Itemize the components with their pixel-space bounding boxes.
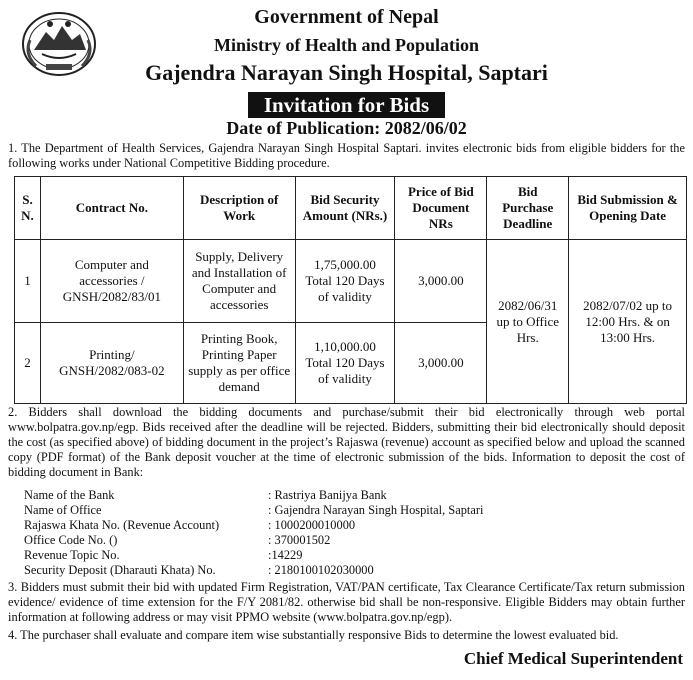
paragraph-1: 1. The Department of Health Services, Gajendra Narayan Singh Hospital Saptari. invites electronic bids from eligible bidders for the following works under National Competitive Bidding procedure. [8, 141, 685, 170]
paragraph-4: 4. The purchaser shall evaluate and compare item wise substantially responsive Bids to determine the lowest evaluated bid. [8, 628, 619, 642]
header-deadline: Bid Purchase Deadline [487, 177, 569, 240]
bank-label: Revenue Topic No. [24, 548, 120, 562]
table-header-row [15, 177, 687, 240]
bank-label: Office Code No. () [24, 533, 118, 547]
cell-contract: Computer and accessories / GNSH/2082/83/01 [40, 240, 183, 323]
cell-price: 3,000.00 [395, 240, 487, 323]
cell-security: 1,75,000.00 Total 120 Days of validity [295, 240, 395, 323]
publication-date: Date of Publication: 2082/06/02 [226, 118, 467, 138]
bank-row [24, 533, 483, 548]
header-desc: Description of Work [183, 177, 295, 240]
header-ministry: Ministry of Health and Population [213, 35, 480, 55]
cell-desc: Supply, Delivery and Installation of Computer and accessories [183, 240, 295, 323]
bank-value: : Rastriya Banijya Bank [268, 488, 387, 502]
bank-row [24, 518, 483, 533]
page-title: Invitation for Bids [248, 92, 445, 118]
bank-value: : 1000200010000 [268, 518, 356, 532]
bank-value: : 2180100102030000 [268, 563, 374, 577]
header-contract: Contract No. [40, 177, 183, 240]
bank-label: Security Deposit (Dharauti Khata) No. [24, 563, 216, 577]
header-submission: Bid Submission & Opening Date [569, 177, 687, 240]
bank-label: Rajaswa Khata No. (Revenue Account) [24, 518, 220, 532]
cell-desc: Printing Book, Printing Paper supply as per office demand [183, 323, 295, 404]
bank-label: Name of the Bank [24, 488, 115, 502]
signature: Chief Medical Superintendent [463, 649, 683, 668]
paragraph-2: 2. Bidders shall download the bidding documents and purchase/submit their bid electronically through web portal www.bolpatra.gov.np/egp. Bids received after the deadline will be rejected. Bidders, submitting their bid electronically should deposit the cost (as specified above) of bidding document in the project’s Rajaswa (revenue) account as specified below and upload the scanned copy (PDF format) of the Bank deposit voucher at the time of electronic submission of the bids. Information to deposit the cost of bidding document in Bank: [8, 405, 685, 479]
cell-price: 3,000.00 [395, 323, 487, 404]
cell-sn: 1 [15, 240, 41, 323]
bank-label: Name of Office [24, 503, 102, 517]
bank-row [24, 503, 483, 518]
header-sn: S. N. [15, 177, 41, 240]
cell-security: 1,10,000.00 Total 120 Days of validity [295, 323, 395, 404]
bank-value: : 370001502 [268, 533, 331, 547]
bids-table [14, 176, 687, 404]
cell-contract: Printing/ GNSH/2082/083-02 [40, 323, 183, 404]
bank-row [24, 563, 483, 578]
bank-row [24, 548, 483, 563]
table-row [15, 240, 687, 323]
cell-sn: 2 [15, 323, 41, 404]
cell-deadline: 2082/06/31 up to Office Hrs. [487, 240, 569, 404]
paragraph-3: 3. Bidders must submit their bid with updated Firm Registration, VAT/PAN certificate, Tax Clearance Certificate/Tax return submission evidence/ evidence of time extension for the F/Y 2081/82. otherwise bid shall be non-responsive. Eligible Bidders may obtain further information at following address or may visit PPMO website (www.bolpatra.gov.np/egp). [8, 580, 685, 624]
header-government: Government of Nepal [254, 6, 439, 28]
bank-details [24, 488, 483, 578]
header-security: Bid Security Amount (NRs.) [295, 177, 395, 240]
cell-submission: 2082/07/02 up to 12:00 Hrs. & on 13:00 Hrs. [569, 240, 687, 404]
bank-row [24, 488, 483, 503]
bank-value: : Gajendra Narayan Singh Hospital, Saptari [268, 503, 484, 517]
header-hospital: Gajendra Narayan Singh Hospital, Saptari [145, 60, 548, 85]
header-price: Price of Bid Document NRs [395, 177, 487, 240]
bank-value: :14229 [268, 548, 303, 562]
